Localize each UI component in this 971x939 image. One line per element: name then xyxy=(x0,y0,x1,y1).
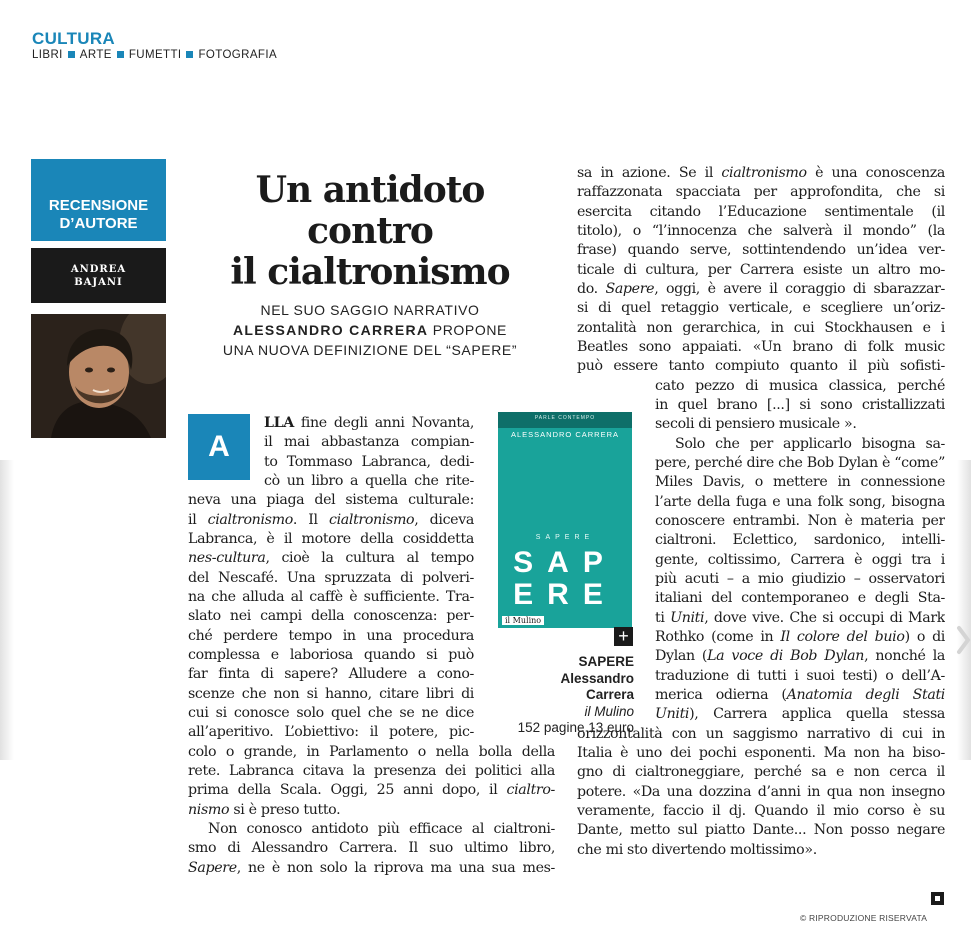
body-line: può essere tanto compiuto quanto il più sofisti- xyxy=(577,358,945,374)
review-badge-line1: RECENSIONE xyxy=(48,197,149,214)
body-line: frase) quando serve, sottintendendo un’idea ver- xyxy=(577,242,945,258)
caption-author-last: Carrera xyxy=(585,687,634,702)
body-line: ticale di cultura, per Carrera esiste un altro mo- xyxy=(577,262,945,278)
body-line: raffazzonata spacciata per approfondita, che si xyxy=(577,184,945,200)
body-line: ché perdere tempo in una procedura xyxy=(188,628,474,644)
body-line: del Nescafé. Una spruzzata di polveri- xyxy=(188,570,474,586)
body-line: cato pezzo di musica classica, perché xyxy=(655,378,945,394)
body-line: in quel brano [...] si sono cristallizzati xyxy=(655,397,945,413)
separator-square-icon xyxy=(186,51,193,58)
article-headline xyxy=(200,170,540,293)
link-fotografia[interactable]: FOTOGRAFIA xyxy=(198,49,278,61)
body-line: LLA fine degli anni Novanta, xyxy=(264,415,474,431)
body-line: scenze che non si hanno, citare libri di xyxy=(188,686,474,702)
body-line: all’aperitivo. L’obiettivo: il potere, pic- xyxy=(188,724,474,740)
body-line: Beatles sono appaiati. «Un brano di folk music xyxy=(577,339,945,355)
body-line: far finta di sapere? Alludere a cono- xyxy=(188,666,474,682)
separator-square-icon xyxy=(68,51,75,58)
body-line: potere. «Da una dozzina d’anni in qua non insegno xyxy=(577,784,945,800)
body-line: gente, coltissimo, Carrera è oggi tra i xyxy=(655,552,945,568)
body-line: complessa e laboriosa quando si può xyxy=(188,647,474,663)
author-badge xyxy=(31,248,166,303)
body-line: secoli di pensiero musicale ». xyxy=(655,416,857,432)
book-caption xyxy=(498,654,634,737)
link-libri[interactable]: LIBRI xyxy=(32,49,63,61)
body-line: il cialtronismo. Il cialtronismo, diceva xyxy=(188,512,474,528)
body-line: do. Sapere, oggi, è avere il coraggio di sbarazzar- xyxy=(577,281,945,297)
body-line: veramente, faccio il dj. Quando il mio corso è su xyxy=(577,803,945,819)
body-line: Rothko (come in Il colore del buio) o di xyxy=(655,629,945,645)
body-line: Sapere, ne è non solo la riprova ma una sua mes- xyxy=(188,860,555,876)
body-line: sa in azione. Se il cialtronismo è una conoscenza xyxy=(577,165,945,181)
headline-line2: contro xyxy=(307,210,433,252)
author-first-name: ANDREA xyxy=(70,263,127,275)
book-cover-publisher: il Mulino xyxy=(502,616,544,625)
body-line: Italia è uno dei pochi esponenti. Ma non ha biso- xyxy=(577,745,945,761)
caption-author-first: Alessandro xyxy=(560,670,634,686)
section-links xyxy=(32,49,277,61)
book-cover[interactable] xyxy=(498,412,632,628)
body-line: zontalità non gerarchica, in cui Stockhausen e i xyxy=(577,320,945,336)
book-cover-small-title: SAPERE xyxy=(535,534,595,541)
chevron-right-icon[interactable] xyxy=(955,620,971,660)
separator-square-icon xyxy=(117,51,124,58)
book-cover-author: ALESSANDRO CARRERA xyxy=(510,430,620,439)
headline-line3: il cialtronismo xyxy=(230,251,510,293)
section-header xyxy=(32,30,277,61)
body-line: gno di cialtroneggiare, perché sa e non cerca il xyxy=(577,764,945,780)
subhead-author: ALESSANDRO CARRERA xyxy=(232,322,429,338)
body-line: Dylan (La voce di Bob Dylan, nonché la xyxy=(655,648,945,664)
link-arte[interactable]: ARTE xyxy=(79,49,112,61)
review-badge-line2: D’AUTORE xyxy=(59,215,138,232)
caption-details: 152 pagine 13 euro xyxy=(517,720,634,735)
body-line: ti Uniti, dove vive. Che si occupi di Mark xyxy=(655,610,945,626)
book-series-label: PARLE CONTEMPO xyxy=(534,415,596,421)
body-line: cui si conosce solo quel che se ne dice xyxy=(188,705,474,721)
body-line: più acuti – a mio giudizio – osservatori xyxy=(655,571,945,587)
caption-publisher: il Mulino xyxy=(584,703,634,719)
body-line: Miles Davis, o mettere in connessione xyxy=(655,474,945,490)
body-line: conoscere entrambi. Non è materia per xyxy=(655,513,945,529)
author-photo xyxy=(31,314,166,438)
body-line: neva una piaga del sistema culturale: xyxy=(188,492,474,508)
body-line: titolo), o “l’innocenza che salverà il mondo” (la xyxy=(577,223,945,239)
next-page-area[interactable] xyxy=(957,460,971,760)
body-line: che mi sto divertendo moltissimo». xyxy=(577,842,817,858)
copyright-notice: © RIPRODUZIONE RISERVATA xyxy=(800,913,928,923)
section-title: CULTURA xyxy=(32,29,115,48)
body-line: esercita citando l’Educazione sentimentale (il xyxy=(577,204,945,220)
body-line: Uniti), Carrera applica quella stessa xyxy=(655,706,945,722)
author-portrait-icon xyxy=(31,314,166,438)
drop-cap: A xyxy=(188,414,250,480)
body-line: il mai abbastanza compian- xyxy=(264,434,474,450)
subhead-line2-rest: PROPONE xyxy=(428,322,507,338)
book-cover-title-line2: ERE xyxy=(513,578,617,611)
body-line: merica odierna (Anatomia degli Stati xyxy=(655,687,945,703)
body-line: na che alluda al caffè è sufficiente. Tra- xyxy=(188,589,474,605)
body-line: traduzione di tutti i suoi testi) o dell’A- xyxy=(655,668,945,684)
body-line: cò un libro a quella che rite- xyxy=(264,473,474,489)
body-line: nismo si è preso tutto. xyxy=(188,802,341,818)
author-last-name: BAJANI xyxy=(74,276,123,288)
body-line: colo o grande, in Parlamento o nella bolla della xyxy=(188,744,555,760)
body-line: Solo che per applicarlo bisogna sa- xyxy=(675,436,945,452)
body-line: si di quel retaggio verticale, e scegliere un’oriz- xyxy=(577,300,945,316)
body-line: italiani del contemporaneo e degli Sta- xyxy=(655,590,945,606)
body-line: nes-cultura, cioè la cultura al tempo xyxy=(188,550,474,566)
subhead-line3: UNA NUOVA DEFINIZIONE DEL “SAPERE” xyxy=(222,342,518,358)
body-line: pere, perché dire che Bob Dylan è “come” xyxy=(655,455,945,471)
body-line: Labranca, è il motore della cosiddetta xyxy=(188,531,474,547)
body-line: slato nei campi della conoscenza: per- xyxy=(188,608,474,624)
book-cover-title-line1: SAP xyxy=(513,546,617,579)
body-line: prima della Scala. Oggi, 25 anni dopo, il cialtro- xyxy=(188,782,555,798)
body-line: cialtroni. Eclettico, sardonico, intelli- xyxy=(655,532,945,548)
book-series-strip xyxy=(498,412,632,428)
body-line: to Tommaso Labranca, dedi- xyxy=(264,454,474,470)
expand-plus-button[interactable]: + xyxy=(614,627,633,646)
review-badge xyxy=(31,159,166,241)
previous-page-area[interactable] xyxy=(0,460,14,760)
body-line: Dante, metto sul piatto Dante... Non posso negare xyxy=(577,822,945,838)
body-line: rete. Labranca citava la presenza dei politici alla xyxy=(188,763,555,779)
subhead-line2 xyxy=(190,320,550,340)
article-subhead xyxy=(190,300,550,360)
body-line: Non conosco antidoto più efficace al cialtroni- xyxy=(208,821,555,837)
body-line: l’arte della fuga e una folk song, bisogna xyxy=(655,494,945,510)
end-mark-icon xyxy=(931,892,944,905)
body-line: orizzontalità con un saggismo narrativo di cui in xyxy=(577,726,945,742)
caption-title: SAPERE xyxy=(578,654,634,669)
link-fumetti[interactable]: FUMETTI xyxy=(128,49,182,61)
subhead-line1: NEL SUO SAGGIO NARRATIVO xyxy=(260,302,480,318)
body-line: smo di Alessandro Carrera. Il suo ultimo libro, xyxy=(188,840,555,856)
headline-line1: Un antidoto xyxy=(255,169,485,211)
